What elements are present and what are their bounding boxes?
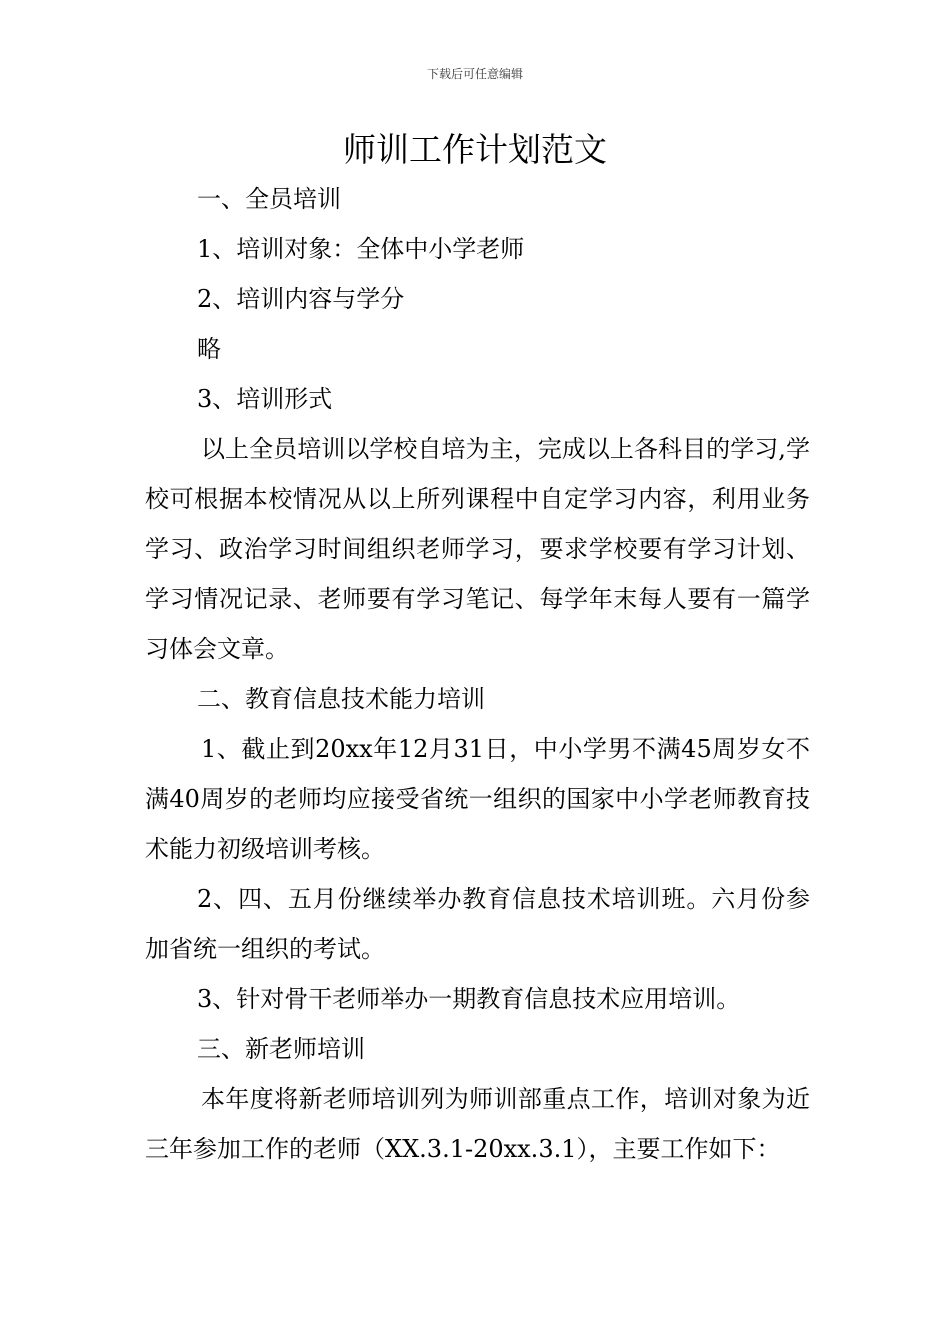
document-body xyxy=(145,174,810,1174)
paragraph-it-item-2: 2、四、五月份继续举办教育信息技术培训班。六月份参加省统一组织的考试。 xyxy=(145,885,810,963)
paragraph-training-form-body: 以上全员培训以学校自培为主，完成以上各科目的学习,学校可根据本校情况从以上所列课程中自定学习内容，利用业务学习、政治学习时间组织老师学习，要求学校要有学习计划、学习情况记录、老师要有学习笔记、每学年末每人要有一篇学习体会文章。 xyxy=(145,435,810,663)
paragraph-it-item-3: 3、针对骨干老师举办一期教育信息技术应用培训。 xyxy=(197,985,741,1013)
document-title: 师训工作计划范文 xyxy=(343,130,607,169)
paragraph-new-teacher-body: 本年度将新老师培训列为师训部重点工作，培训对象为近三年参加工作的老师（XX.3.1-20xx.3.1），主要工作如下： xyxy=(145,1085,810,1163)
paragraph-it-item-1: 1、截止到20xx年12月31日，中小学男不满45周岁女不满40周岁的老师均应接受省统一组织的国家中小学老师教育技术能力初级培训考核。 xyxy=(145,735,810,863)
section-heading-3: 三、新老师培训 xyxy=(197,1035,365,1063)
header-note: 下载后可任意编辑 xyxy=(426,67,523,81)
section-heading-1: 一、全员培训 xyxy=(197,185,341,213)
paragraph-omitted: 略 xyxy=(197,335,221,363)
paragraph-training-form: 3、培训形式 xyxy=(197,385,333,413)
paragraph-training-content: 2、培训内容与学分 xyxy=(197,285,405,313)
section-heading-2: 二、教育信息技术能力培训 xyxy=(197,685,485,713)
paragraph-training-target: 1、培训对象：全体中小学老师 xyxy=(197,235,525,263)
